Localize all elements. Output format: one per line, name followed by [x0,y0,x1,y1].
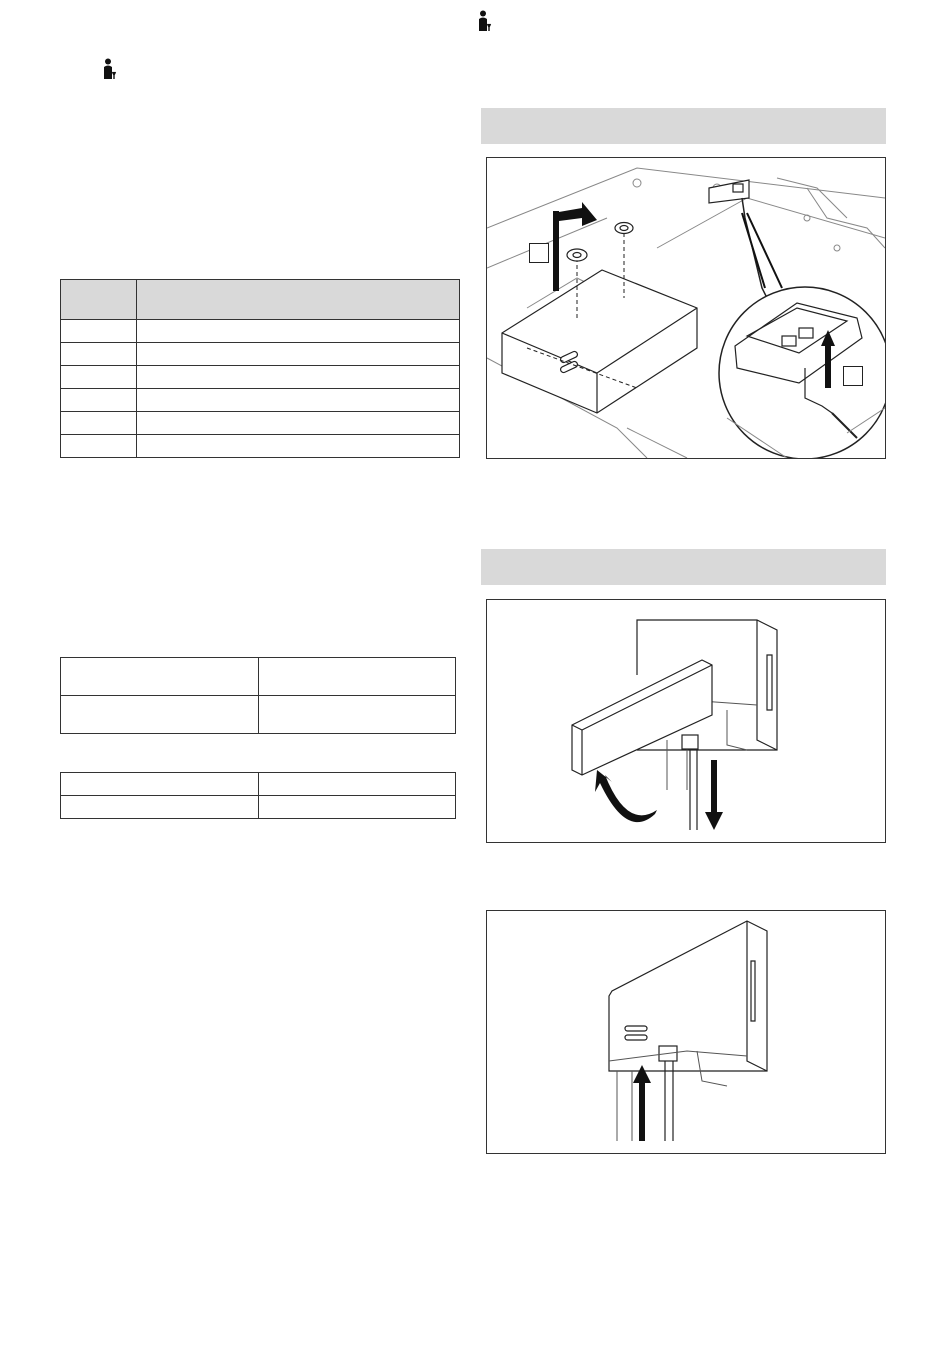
technician-icon [103,58,119,80]
table-row [61,435,460,458]
callout-box-2 [843,366,863,386]
callout-box-1 [529,243,549,263]
figure-2-illustration [487,600,885,842]
table-row [61,696,456,734]
table-1 [60,279,460,458]
table-row [61,320,460,343]
figure-3 [486,910,886,1154]
table-row [61,389,460,412]
table-row [61,366,460,389]
section-header-2 [481,549,886,585]
table-2 [60,657,456,734]
table-1-header-1 [61,280,137,320]
table-row [61,343,460,366]
table-row [61,412,460,435]
technician-icon [478,10,494,32]
table-row [61,658,456,696]
figure-2 [486,599,886,843]
table-row [61,796,456,819]
table-row [61,773,456,796]
table-1-header-2 [137,280,460,320]
figure-1 [486,157,886,459]
section-header-1 [481,108,886,144]
figure-3-illustration [487,911,885,1153]
table-3 [60,772,456,819]
figure-1-illustration [487,158,885,458]
